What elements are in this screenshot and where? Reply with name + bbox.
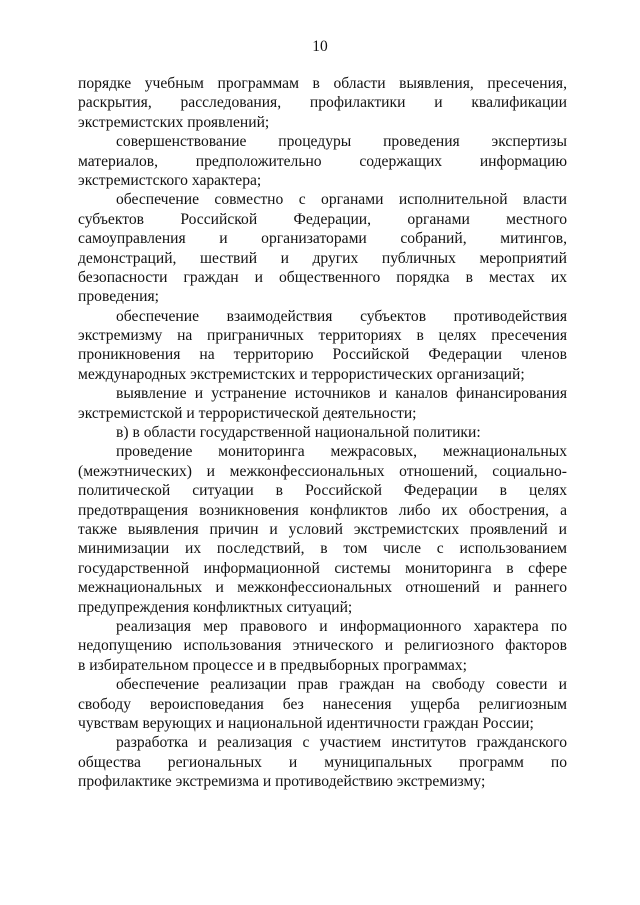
text-line: проведение мониторинга межрасовых, межнациональных bbox=[116, 443, 567, 461]
text-line: обеспечение совместно с органами исполнительной власти bbox=[116, 191, 567, 209]
text-line: выявление и устранение источников и каналов финансирования bbox=[116, 385, 567, 403]
text-line: проникновения на территорию Российской Федерации членов bbox=[78, 346, 567, 364]
text-line: минимизации их последствий, в том числе с использованием bbox=[78, 540, 567, 558]
text-line: государственной информационной системы мониторинга в сфере bbox=[78, 559, 567, 577]
text-line: разработка и реализация с участием институтов гражданского bbox=[116, 734, 567, 752]
page-number: 10 bbox=[312, 38, 328, 55]
text-line: совершенствование процедуры проведения экспертизы bbox=[116, 133, 567, 151]
text-line: недопущению использования этнического и религиозного факторов bbox=[78, 637, 567, 655]
text-line: проведения; bbox=[78, 288, 159, 306]
text-line: межнациональных и межконфессиональных отношений и раннего bbox=[78, 579, 567, 597]
text-line: демонстраций, шествий и других публичных мероприятий bbox=[78, 249, 567, 267]
text-line: безопасности граждан и общественного порядка в местах их bbox=[78, 268, 567, 286]
text-line: экстремистского характера; bbox=[78, 171, 262, 189]
text-line: предупреждения конфликтных ситуаций; bbox=[78, 598, 353, 616]
text-line: обеспечение реализации прав граждан на свободу совести и bbox=[116, 676, 567, 694]
text-line: также выявления причин и условий экстремистских проявлений и bbox=[78, 520, 567, 538]
text-line: политической ситуации в Российской Федерации в целях bbox=[78, 482, 567, 500]
text-line: раскрытия, расследования, профилактики и квалификации bbox=[78, 94, 567, 112]
document-body bbox=[78, 74, 567, 791]
text-line: экстремистской и террористической деятельности; bbox=[78, 404, 417, 422]
text-line: свободу вероисповедания без нанесения ущерба религиозным bbox=[78, 695, 567, 713]
text-line: международных экстремистских и террористических организаций; bbox=[78, 365, 525, 383]
text-line: (межэтнических) и межконфессиональных отношений, социально- bbox=[78, 462, 567, 480]
text-line: в) в области государственной национальной политики: bbox=[116, 424, 481, 442]
text-line: профилактике экстремизма и противодействию экстремизму; bbox=[78, 773, 486, 791]
text-line: обеспечение взаимодействия субъектов противодействия bbox=[116, 307, 567, 325]
text-line: материалов, предположительно содержащих информацию bbox=[78, 152, 567, 170]
text-line: самоуправления и организаторами собраний, митингов, bbox=[78, 230, 567, 248]
text-line: реализация мер правового и информационного характера по bbox=[116, 617, 567, 635]
text-line: экстремизму на приграничных территориях в целях пресечения bbox=[78, 327, 567, 345]
text-line: общества региональных и муниципальных программ по bbox=[78, 753, 567, 771]
text-line: субъектов Российской Федерации, органами местного bbox=[78, 210, 567, 228]
text-line: экстремистских проявлений; bbox=[78, 113, 270, 131]
text-line: порядке учебным программам в области выявления, пресечения, bbox=[78, 75, 567, 92]
text-line: в избирательном процессе и в предвыборных программах; bbox=[78, 656, 467, 674]
text-line: предотвращения возникновения конфликтов либо их обострения, а bbox=[78, 501, 567, 519]
text-line: чувствам верующих и национальной идентичности граждан России; bbox=[78, 714, 534, 732]
